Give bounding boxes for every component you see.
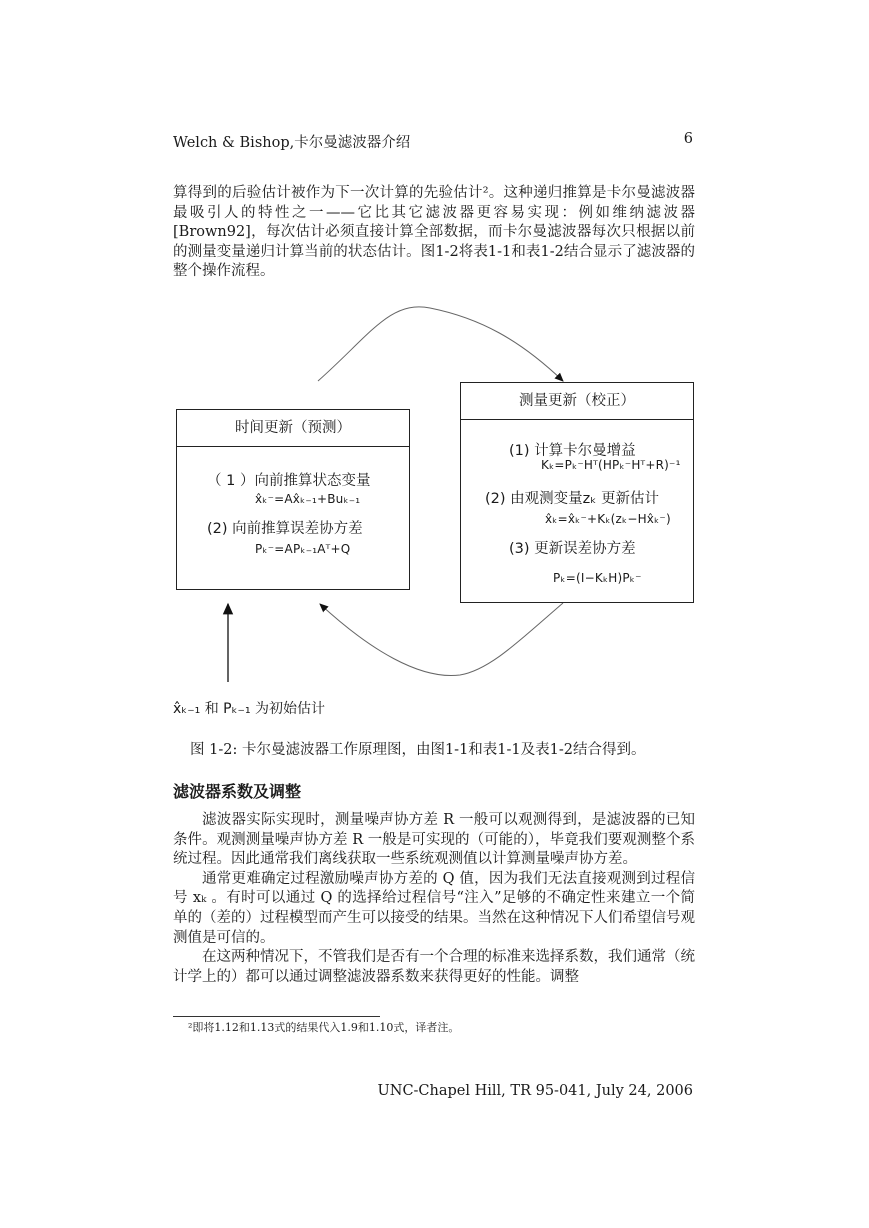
meas-step-1: (1) 计算卡尔曼增益 xyxy=(509,443,636,459)
time-update-title: 时间更新（预测） xyxy=(177,410,409,447)
figure-caption: 图 1-2: 卡尔曼滤波器工作原理图，由图1-1和表1-1及表1-2结合得到。 xyxy=(190,742,646,758)
meas-eq-2: x̂ₖ=x̂ₖ⁻+Kₖ(zₖ−Hx̂ₖ⁻) xyxy=(545,512,671,526)
meas-eq-1: Kₖ=Pₖ⁻Hᵀ(HPₖ⁻Hᵀ+R)⁻¹ xyxy=(541,458,681,472)
meas-eq-3: Pₖ=(I−KₖH)Pₖ⁻ xyxy=(553,571,642,585)
footnote: ²即将1.12和1.13式的结果代入1.9和1.10式，译者注。 xyxy=(188,1021,460,1034)
top-cycle-arrow xyxy=(318,307,563,381)
running-header: Welch & Bishop,卡尔曼滤波器介绍 xyxy=(173,135,411,151)
measurement-update-title: 测量更新（校正） xyxy=(461,383,693,420)
time-step-2: (2) 向前推算误差协方差 xyxy=(207,521,363,537)
time-eq-2: Pₖ⁻=APₖ₋₁Aᵀ+Q xyxy=(255,542,351,556)
section-body xyxy=(173,811,695,987)
intro-text: 算得到的后验估计被作为下一次计算的先验估计²。这种递归推算是卡尔曼滤波器最吸引人的特性之一——它比其它滤波器更容易实现：例如维纳滤波器 [Brown92]，每次估计必须直接计算全部数据，而卡尔曼滤波器每次只根据以前的测量变量递归计算当前的状态估计。图1-2将表1-1和表1-2结合显示了滤波器的整个操作流程。 xyxy=(173,185,695,280)
section-title: 滤波器系数及调整 xyxy=(173,782,302,801)
meas-step-3: (3) 更新误差协方差 xyxy=(509,541,636,557)
page-footer: UNC-Chapel Hill, TR 95-041, July 24, 2006 xyxy=(377,1083,693,1099)
time-eq-1: x̂ₖ⁻=Ax̂ₖ₋₁+Buₖ₋₁ xyxy=(255,492,361,506)
initial-estimate-label: x̂ₖ₋₁ 和 Pₖ₋₁ 为初始估计 xyxy=(173,701,326,717)
section-paragraph-2: 通常更难确定过程激励噪声协方差的 Q 值，因为我们无法直接观测到过程信号 xₖ 。有时可以通过 Q 的选择给过程信号“注入”足够的不确定性来建立一个简单的（差的）过程模型而产生可以接受的结果。当然在这种情况下人们希望信号观测值是可信的。 xyxy=(173,870,695,946)
section-paragraph-3: 在这两种情况下，不管我们是否有一个合理的标准来选择系数，我们通常（统计学上的）都可以通过调整滤波器系数来获得更好的性能。调整 xyxy=(173,949,695,985)
footnote-rule xyxy=(173,1016,380,1017)
intro-paragraph xyxy=(173,184,695,282)
page-number: 6 xyxy=(683,131,693,147)
section-paragraph-1: 滤波器实际实现时，测量噪声协方差 R 一般可以观测得到，是滤波器的已知条件。观测测量噪声协方差 R 一般是可实现的（可能的），毕竟我们要观测整个系统过程。因此通常我们离线获取一些系统观测值以计算测量噪声协方差。 xyxy=(173,812,695,868)
time-step-1: （ 1 ）向前推算状态变量 xyxy=(207,473,371,489)
time-update-box xyxy=(176,409,410,590)
bottom-cycle-arrow xyxy=(320,603,563,676)
meas-step-2: (2) 由观测变量zₖ 更新估计 xyxy=(485,491,660,507)
measurement-update-box xyxy=(460,382,694,603)
